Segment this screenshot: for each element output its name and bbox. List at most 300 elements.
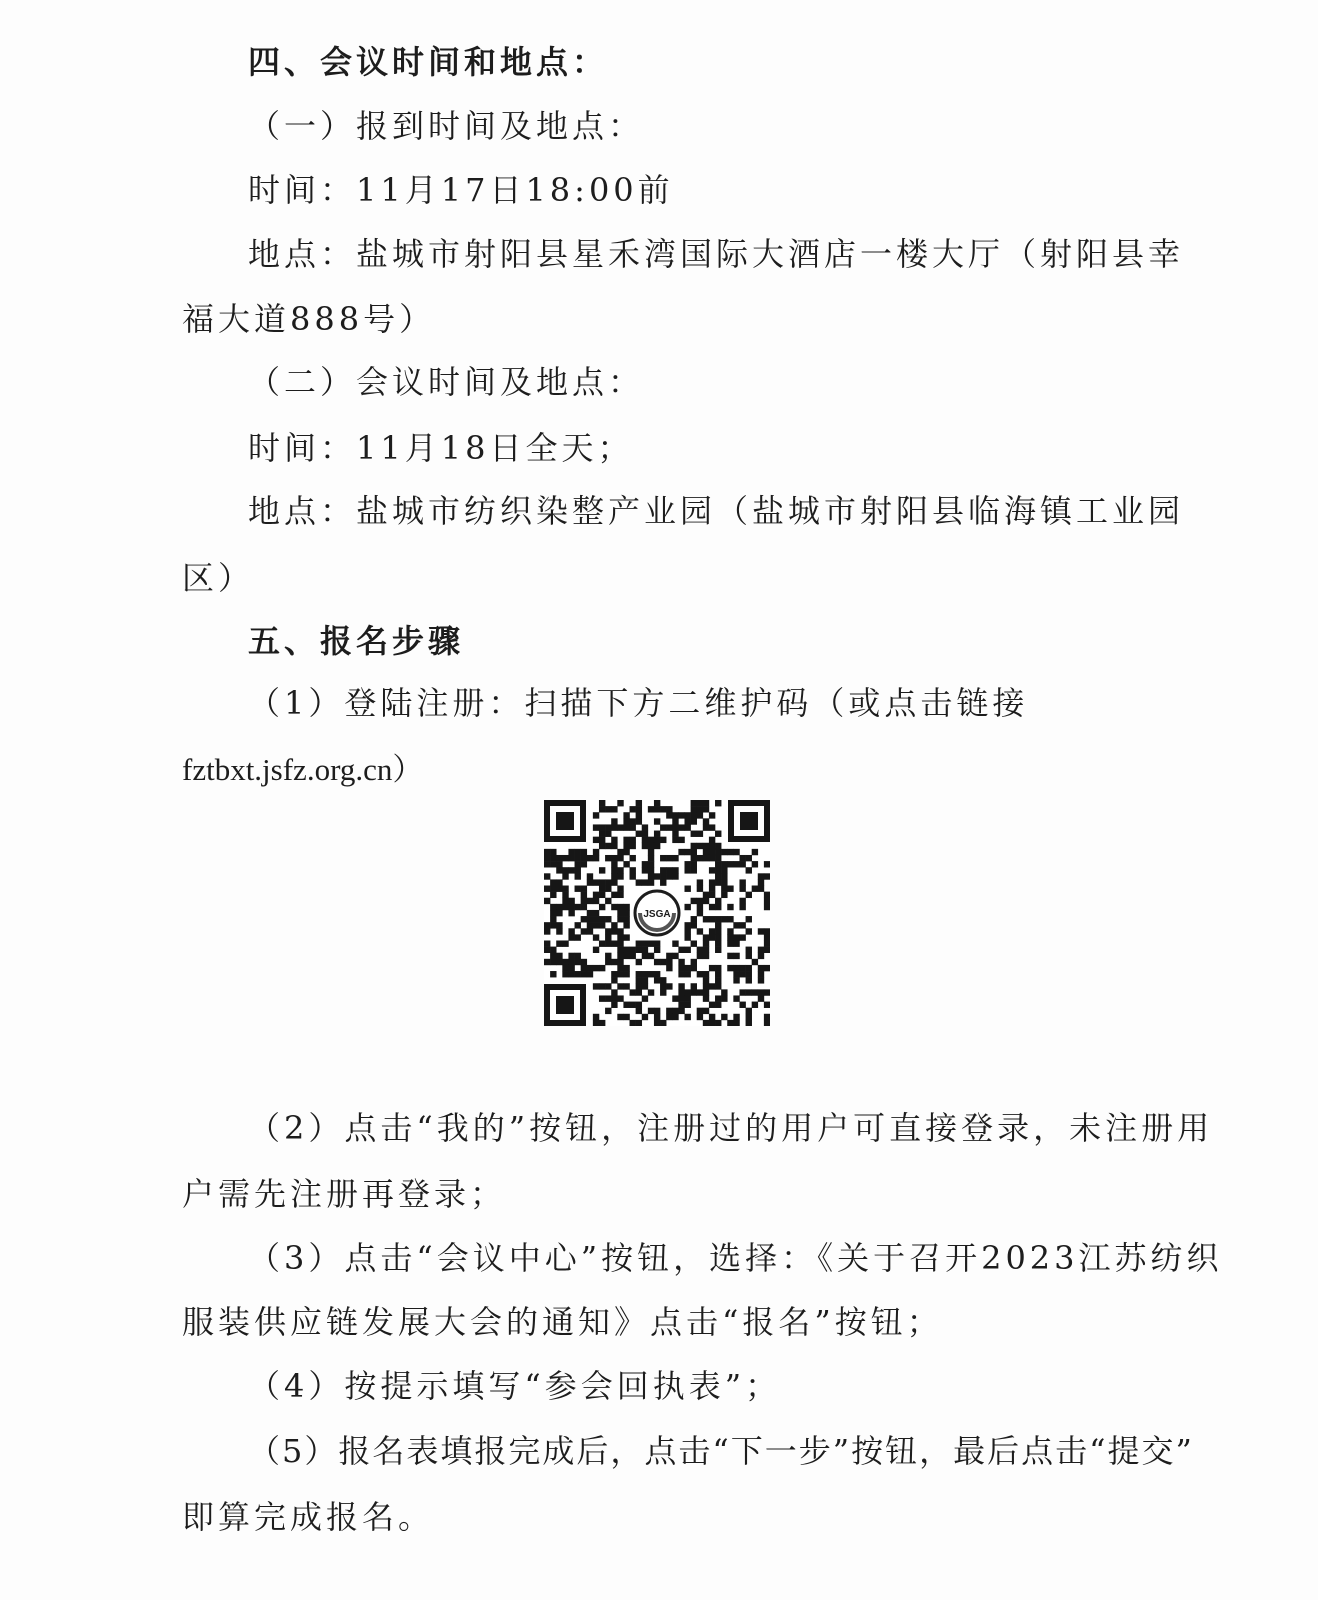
- qr-module: [605, 983, 611, 989]
- qr-module: [697, 855, 703, 861]
- qr-module: [593, 812, 599, 818]
- qr-module: [599, 922, 605, 928]
- qr-module: [709, 867, 715, 873]
- qr-module: [672, 1014, 678, 1020]
- qr-module: [550, 916, 556, 922]
- qr-module: [617, 910, 623, 916]
- qr-module: [709, 1002, 715, 1008]
- qr-module: [648, 837, 654, 843]
- qr-module: [599, 995, 605, 1001]
- qr-module: [758, 879, 764, 885]
- qr-module: [691, 812, 697, 818]
- qr-module: [617, 867, 623, 873]
- qr-module: [709, 886, 715, 892]
- qr-module: [703, 953, 709, 959]
- qr-module: [623, 837, 629, 843]
- qr-module: [709, 983, 715, 989]
- qr-module: [764, 928, 770, 934]
- qr-module: [715, 849, 721, 855]
- qr-module: [575, 971, 581, 977]
- qr-module: [636, 977, 642, 983]
- qr-module: [617, 824, 623, 830]
- qr-module: [666, 806, 672, 812]
- qr-module: [721, 867, 727, 873]
- qr-module: [611, 977, 617, 983]
- qr-module: [605, 831, 611, 837]
- qr-module: [697, 928, 703, 934]
- qr-module: [715, 947, 721, 953]
- qr-module: [642, 824, 648, 830]
- qr-module: [599, 843, 605, 849]
- qr-module: [758, 995, 764, 1001]
- qr-module: [544, 959, 550, 965]
- qr-module: [544, 922, 550, 928]
- qr-module: [727, 916, 733, 922]
- meeting-time: 时间：11月18日全天；: [248, 429, 634, 467]
- qr-module: [691, 922, 697, 928]
- qr-module: [605, 855, 611, 861]
- qr-module: [630, 953, 636, 959]
- qr-module: [697, 898, 703, 904]
- qr-module: [709, 855, 715, 861]
- qr-module: [611, 995, 617, 1001]
- qr-module: [617, 959, 623, 965]
- qr-module: [605, 953, 611, 959]
- qr-module: [660, 1020, 666, 1026]
- qr-module: [611, 806, 617, 812]
- qr-module: [593, 922, 599, 928]
- qr-module: [660, 983, 666, 989]
- qr-module: [721, 849, 727, 855]
- qr-module: [672, 818, 678, 824]
- qr-module: [556, 959, 562, 965]
- qr-module: [623, 965, 629, 971]
- qr-module: [758, 953, 764, 959]
- qr-module: [654, 818, 660, 824]
- qr-module: [593, 910, 599, 916]
- qr-module: [599, 837, 605, 843]
- qr-module: [544, 849, 550, 855]
- qr-module: [617, 971, 623, 977]
- qr-module: [605, 940, 611, 946]
- qr-module: [636, 806, 642, 812]
- qr-module: [739, 879, 745, 885]
- qr-module: [709, 934, 715, 940]
- qr-module: [617, 892, 623, 898]
- qr-module: [623, 818, 629, 824]
- qr-module: [648, 843, 654, 849]
- step-1-line-1: （1）登陆注册：扫描下方二维护码（或点击链接: [248, 684, 1029, 722]
- qr-module: [691, 843, 697, 849]
- qr-module: [581, 886, 587, 892]
- qr-module: [654, 947, 660, 953]
- registration-place-line-1: 地点：盐城市射阳县星禾湾国际大酒店一楼大厅（射阳县幸: [248, 235, 1185, 273]
- qr-module: [703, 800, 709, 806]
- qr-module: [703, 989, 709, 995]
- qr-module: [739, 904, 745, 910]
- qr-module: [739, 965, 745, 971]
- qr-module: [697, 1008, 703, 1014]
- qr-module: [672, 837, 678, 843]
- qr-module: [733, 977, 739, 983]
- qr-module: [752, 886, 758, 892]
- qr-module: [758, 965, 764, 971]
- qr-module: [636, 971, 642, 977]
- qr-module: [568, 849, 574, 855]
- qr-module: [691, 989, 697, 995]
- qr-module: [672, 995, 678, 1001]
- qr-module: [697, 843, 703, 849]
- qr-module: [599, 886, 605, 892]
- qr-module: [623, 861, 629, 867]
- qr-module: [587, 922, 593, 928]
- qr-module: [654, 1008, 660, 1014]
- qr-module: [593, 849, 599, 855]
- qr-module: [678, 849, 684, 855]
- qr-module: [697, 953, 703, 959]
- qr-module: [752, 989, 758, 995]
- qr-module: [556, 867, 562, 873]
- qr-module: [599, 904, 605, 910]
- qr-module: [550, 892, 556, 898]
- qr-module: [550, 971, 556, 977]
- qr-module: [703, 849, 709, 855]
- qr-module: [715, 965, 721, 971]
- qr-module: [733, 965, 739, 971]
- qr-module: [617, 934, 623, 940]
- qr-module: [617, 904, 623, 910]
- step-3-line-2: 服装供应链发展大会的通知》点击“报名”按钮；: [182, 1303, 943, 1341]
- qr-module: [672, 873, 678, 879]
- qr-module: [568, 953, 574, 959]
- qr-module: [678, 824, 684, 830]
- qr-module: [678, 947, 684, 953]
- qr-module: [654, 971, 660, 977]
- qr-module: [617, 916, 623, 922]
- qr-module: [715, 855, 721, 861]
- qr-module: [575, 953, 581, 959]
- qr-module: [617, 947, 623, 953]
- qr-module: [575, 886, 581, 892]
- qr-module: [587, 898, 593, 904]
- qr-module: [654, 873, 660, 879]
- qr-module: [568, 928, 574, 934]
- qr-module: [727, 965, 733, 971]
- qr-module: [739, 855, 745, 861]
- qr-module: [623, 971, 629, 977]
- qr-module: [568, 965, 574, 971]
- qr-module: [581, 904, 587, 910]
- qr-module: [660, 855, 666, 861]
- qr-module: [709, 812, 715, 818]
- qr-module: [691, 898, 697, 904]
- qr-module: [697, 947, 703, 953]
- qr-module: [642, 1014, 648, 1020]
- qr-module: [642, 953, 648, 959]
- qr-module: [568, 959, 574, 965]
- qr-module: [636, 812, 642, 818]
- meeting-subheading: （二）会议时间及地点：: [248, 363, 645, 401]
- qr-module: [636, 831, 642, 837]
- qr-module: [593, 837, 599, 843]
- qr-module: [697, 971, 703, 977]
- qr-module: [568, 910, 574, 916]
- qr-module: [733, 1014, 739, 1020]
- qr-module: [739, 934, 745, 940]
- qr-module: [575, 922, 581, 928]
- qr-module: [739, 971, 745, 977]
- qr-module: [703, 898, 709, 904]
- qr-module: [721, 916, 727, 922]
- qr-module: [746, 947, 752, 953]
- qr-module: [587, 916, 593, 922]
- qr-module: [642, 971, 648, 977]
- qr-module: [764, 873, 770, 879]
- qr-module: [593, 1014, 599, 1020]
- qr-module: [568, 904, 574, 910]
- qr-module: [630, 873, 636, 879]
- qr-module: [660, 867, 666, 873]
- qr-module: [758, 971, 764, 977]
- qr-module: [636, 983, 642, 989]
- qr-module: [630, 989, 636, 995]
- qr-module: [550, 855, 556, 861]
- qr-module: [605, 959, 611, 965]
- qr-module: [697, 910, 703, 916]
- qr-module: [623, 824, 629, 830]
- qr-module: [575, 855, 581, 861]
- qr-module: [617, 849, 623, 855]
- qr-module: [617, 983, 623, 989]
- qr-module: [568, 898, 574, 904]
- qr-module: [581, 849, 587, 855]
- qr-module: [684, 928, 690, 934]
- qr-module: [733, 995, 739, 1001]
- qr-module: [636, 1008, 642, 1014]
- qr-module: [605, 934, 611, 940]
- qr-module: [605, 1008, 611, 1014]
- qr-module: [562, 965, 568, 971]
- qr-module: [733, 849, 739, 855]
- qr-module: [746, 953, 752, 959]
- qr-module: [654, 800, 660, 806]
- qr-module: [636, 879, 642, 885]
- qr-module: [581, 971, 587, 977]
- qr-module: [623, 947, 629, 953]
- qr-module: [758, 989, 764, 995]
- qr-module: [648, 989, 654, 995]
- meeting-place-line-2: 区）: [182, 559, 255, 597]
- qr-module: [739, 1002, 745, 1008]
- qr-module: [605, 886, 611, 892]
- qr-module: [746, 965, 752, 971]
- qr-module: [636, 1002, 642, 1008]
- qr-module: [715, 904, 721, 910]
- qr-module: [715, 831, 721, 837]
- qr-module: [568, 855, 574, 861]
- qr-module: [550, 910, 556, 916]
- qr-module: [697, 806, 703, 812]
- qr-module: [684, 904, 690, 910]
- qr-module: [605, 879, 611, 885]
- qr-module: [703, 824, 709, 830]
- qr-module: [739, 922, 745, 928]
- qr-module: [684, 886, 690, 892]
- step-3-line-1: （3）点击“会议中心”按钮，选择：《关于召开2023江苏纺织: [248, 1239, 1223, 1277]
- qr-module: [709, 1020, 715, 1026]
- qr-module: [666, 867, 672, 873]
- qr-module: [648, 855, 654, 861]
- qr-module: [709, 837, 715, 843]
- qr-module: [764, 898, 770, 904]
- qr-module: [654, 831, 660, 837]
- qr-module: [581, 928, 587, 934]
- qr-module: [556, 940, 562, 946]
- qr-module: [684, 861, 690, 867]
- qr-module: [691, 965, 697, 971]
- qr-module: [684, 934, 690, 940]
- qr-module: [691, 818, 697, 824]
- qr-module: [611, 989, 617, 995]
- qr-module: [642, 831, 648, 837]
- qr-module: [666, 965, 672, 971]
- qr-module: [648, 953, 654, 959]
- qr-module: [648, 873, 654, 879]
- qr-module: [642, 843, 648, 849]
- qr-module: [678, 971, 684, 977]
- meeting-place-line-1: 地点：盐城市纺织染整产业园（盐城市射阳县临海镇工业园: [248, 492, 1185, 530]
- qr-module: [611, 855, 617, 861]
- qr-module: [550, 953, 556, 959]
- qr-module: [599, 940, 605, 946]
- step-2-line-1: （2）点击“我的”按钮，注册过的用户可直接登录，未注册用: [248, 1109, 1214, 1147]
- qr-module: [684, 989, 690, 995]
- qr-module: [764, 1014, 770, 1020]
- qr-module: [575, 849, 581, 855]
- qr-module: [544, 873, 550, 879]
- qr-module: [727, 953, 733, 959]
- qr-module: [715, 934, 721, 940]
- qr-module: [587, 855, 593, 861]
- qr-module: [575, 861, 581, 867]
- qr-module: [587, 879, 593, 885]
- qr-module: [758, 928, 764, 934]
- qr-module: [544, 928, 550, 934]
- qr-module: [678, 1008, 684, 1014]
- qr-module: [764, 904, 770, 910]
- qr-module: [691, 800, 697, 806]
- qr-module: [636, 1020, 642, 1026]
- qr-module: [697, 879, 703, 885]
- qr-module: [642, 977, 648, 983]
- qr-module: [611, 928, 617, 934]
- qr-module: [697, 812, 703, 818]
- qr-module: [684, 1014, 690, 1020]
- qr-module: [691, 855, 697, 861]
- qr-module: [623, 843, 629, 849]
- qr-module: [660, 879, 666, 885]
- qr-module: [544, 855, 550, 861]
- qr-module: [562, 940, 568, 946]
- qr-module: [636, 959, 642, 965]
- qr-module: [727, 934, 733, 940]
- qr-module: [617, 800, 623, 806]
- qr-module: [575, 934, 581, 940]
- qr-module: [562, 892, 568, 898]
- qr-module: [648, 806, 654, 812]
- qr-module: [703, 1008, 709, 1014]
- registration-time: 时间：11月17日18:00前: [248, 171, 674, 209]
- qr-module: [746, 977, 752, 983]
- qr-module: [556, 855, 562, 861]
- qr-module: [587, 928, 593, 934]
- qr-module: [746, 928, 752, 934]
- qr-module: [550, 849, 556, 855]
- qr-module: [733, 1020, 739, 1026]
- qr-module: [611, 818, 617, 824]
- qr-module: [550, 947, 556, 953]
- qr-module: [544, 898, 550, 904]
- qr-module: [630, 855, 636, 861]
- qr-module: [715, 971, 721, 977]
- qr-module: [764, 947, 770, 953]
- qr-module: [672, 812, 678, 818]
- qr-module: [678, 812, 684, 818]
- qr-module: [630, 824, 636, 830]
- qr-module: [752, 861, 758, 867]
- qr-module: [684, 824, 690, 830]
- qr-module: [684, 971, 690, 977]
- qr-module: [715, 867, 721, 873]
- qr-module: [611, 971, 617, 977]
- qr-module: [758, 886, 764, 892]
- qr-module: [581, 861, 587, 867]
- qr-module: [605, 916, 611, 922]
- qr-module: [617, 995, 623, 1001]
- qr-module: [727, 940, 733, 946]
- qr-module: [556, 879, 562, 885]
- section-4-heading: 四、会议时间和地点：: [248, 43, 609, 81]
- qr-module: [697, 904, 703, 910]
- qr-module: [709, 1014, 715, 1020]
- qr-module: [709, 928, 715, 934]
- qr-module: [746, 1014, 752, 1020]
- qr-module: [703, 977, 709, 983]
- qr-module: [568, 867, 574, 873]
- registration-qr-code[interactable]: [544, 800, 770, 1026]
- qr-module: [746, 1020, 752, 1026]
- qr-module: [599, 1020, 605, 1026]
- qr-module: [764, 861, 770, 867]
- qr-module: [568, 934, 574, 940]
- registration-link[interactable]: fztbxt.jsfz.org.cn）: [182, 752, 424, 787]
- qr-module: [599, 806, 605, 812]
- qr-module: [575, 867, 581, 873]
- qr-module: [715, 928, 721, 934]
- qr-module: [752, 1002, 758, 1008]
- qr-module: [630, 867, 636, 873]
- qr-module: [587, 873, 593, 879]
- qr-module: [721, 892, 727, 898]
- qr-logo-text: JSGA: [643, 909, 671, 920]
- qr-module: [648, 940, 654, 946]
- qr-module: [636, 800, 642, 806]
- qr-module: [678, 983, 684, 989]
- qr-module: [587, 971, 593, 977]
- qr-module: [727, 861, 733, 867]
- qr-module: [660, 977, 666, 983]
- qr-module: [721, 873, 727, 879]
